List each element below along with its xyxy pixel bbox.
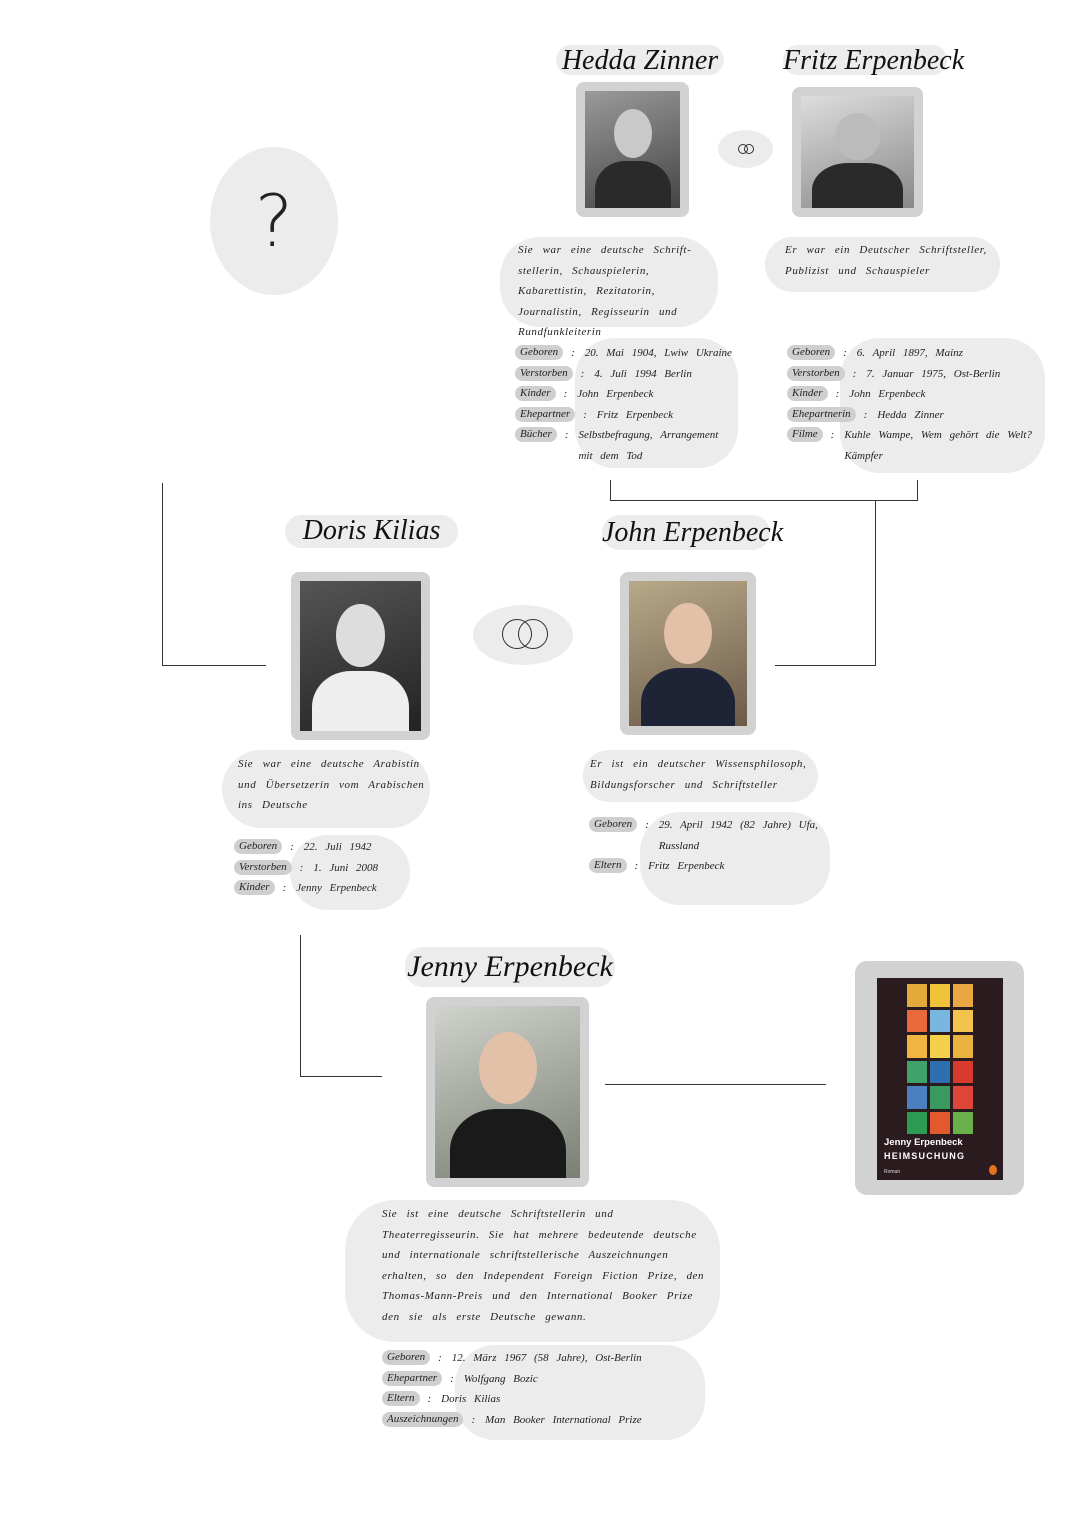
colon: : [843,347,847,359]
facts-doris [234,837,434,899]
facts-jenny [382,1348,712,1430]
colon: : [634,860,639,872]
fact-row [787,425,1045,466]
fact-label: Verstorben [234,860,292,875]
fact-value: Jenny Erpenbeck [296,882,377,894]
facts-john [589,815,824,877]
fact-row [589,815,824,856]
fact-row [382,1369,712,1390]
fact-value: 6. April 1897, Mainz [856,347,963,359]
name-jenny-erpenbeck: Jenny Erpenbeck [405,947,615,987]
fact-value: Doris Kilias [441,1393,501,1405]
fact-label: Eltern [589,858,627,873]
marriage-rings-icon [473,605,573,665]
fact-label: Auszeichnungen [382,1412,463,1427]
unknown-ancestor [210,147,338,295]
photo-fritz-erpenbeck [792,87,923,217]
photo-doris-kilias [291,572,430,740]
description-text: Sie war eine deutsche Arabistin und Übersetzerin vom Arabischen ins Deutsche [238,758,425,811]
fact-value: Fritz Erpenbeck [648,860,725,872]
fact-value: John Erpenbeck [849,388,926,400]
photo-jenny-erpenbeck [426,997,589,1187]
connector-line [610,480,611,500]
connector-line [605,1084,826,1085]
fact-label: Filme [787,427,823,442]
fact-value: Man Booker International Prize [485,1413,642,1426]
connector-line [300,1076,382,1077]
name-hedda-zinner: Hedda Zinner [556,45,724,75]
connector-line [775,665,875,666]
fact-row [787,405,1045,426]
fact-value: 1. Juni 2008 [313,861,379,874]
fact-label: Geboren [515,345,563,360]
book-cover-heimsuchung [855,961,1024,1195]
fact-row [515,364,740,385]
description-text: Sie ist eine deutsche Schriftstellerin und Theaterregisseurin. Sie hat mehrere bedeutende deutsche und internationale schriftstellerische Auszeichnungen erhalten, so den Independent Foreign Fiction Prize, den Thomas-Mann-Preis und den International Booker Prize den sie als erste Deutsche gewann. [382,1208,705,1323]
fact-row [234,878,434,899]
fact-label: Bücher [515,427,557,442]
colon: : [471,1413,476,1426]
fact-value: 12. März 1967 (58 Jahre), Ost-Berlin [451,1352,642,1364]
fact-value: Selbstbefragung, Arrangement mit dem Tod [578,429,719,462]
stained-glass-window [907,984,973,1134]
book-author: Jenny Erpenbeck [884,1137,963,1148]
colon: : [830,429,835,441]
connector-line [917,480,918,500]
fact-label: Geboren [589,817,637,832]
book-genre: Roman [884,1169,901,1175]
colon: : [835,388,840,400]
fact-row [234,858,434,879]
fact-row [515,405,740,426]
fact-row [234,837,434,858]
description-text: Er war ein Deutscher Schriftsteller, Publizist und Schauspieler [785,244,987,277]
colon: : [852,367,857,380]
fact-row [515,425,740,466]
photo-john-erpenbeck [620,572,756,735]
colon: : [564,429,569,441]
connector-line [162,483,163,665]
colon: : [438,1352,442,1364]
fact-value: Kuhle Wampe, Wem gehört die Welt? Kämpfer [844,429,1032,462]
fact-label: Kinder [515,386,556,401]
fact-label: Ehepartnerin [787,407,856,422]
colon: : [563,388,568,400]
fact-row [787,343,1045,364]
colon: : [450,1372,454,1385]
fact-value: 4. Juli 1994 Berlin [594,367,692,380]
connector-line [300,935,301,1076]
fact-row [382,1389,712,1410]
fact-label: Kinder [787,386,828,401]
fact-row [515,384,740,405]
fact-label: Ehepartner [515,407,575,422]
connector-line [875,500,876,666]
fact-row [382,1348,712,1369]
description-text: Er ist ein deutscher Wissensphilosoph, Bildungsforscher und Schriftsteller [590,758,807,791]
fact-label: Verstorben [787,366,845,381]
fact-row [515,343,740,364]
colon: : [290,841,294,853]
fact-value: 20. Mai 1904, Lwiw Ukraine [584,347,732,359]
fact-value: Wolfgang Bozic [463,1372,538,1385]
fact-row [787,384,1045,405]
colon: : [427,1393,432,1405]
fact-row [787,364,1045,385]
colon: : [571,347,575,359]
colon: : [645,819,649,831]
connector-line [610,500,918,501]
colon: : [863,408,868,421]
book-title: HEIMSUCHUNG [884,1151,966,1161]
publisher-logo-icon [989,1165,997,1175]
name-john-erpenbeck: John Erpenbeck [602,517,784,548]
fact-label: Verstorben [515,366,573,381]
name-fritz-erpenbeck: Fritz Erpenbeck [783,45,965,76]
fact-label: Geboren [234,839,282,854]
question-mark: ? [254,179,294,263]
fact-row [382,1410,712,1431]
colon: : [580,367,585,380]
colon: : [299,861,304,874]
name-doris-kilias: Doris Kilias [285,515,458,548]
fact-row [589,856,824,877]
fact-value: 22. Juli 1942 [303,841,372,853]
fact-label: Geboren [382,1350,430,1365]
description-text: Sie war eine deutsche Schrift-stellerin, Schauspielerin, Kabarettistin, Rezitatorin, Journalistin, Regisseurin und Rundfunkleiterin [518,244,692,338]
fact-label: Ehepartner [382,1371,442,1386]
connector-line [162,665,266,666]
marriage-rings-icon [718,130,773,168]
fact-value: John Erpenbeck [577,388,654,400]
fact-value: 29. April 1942 (82 Jahre) Ufa, Russland [658,819,818,852]
colon: : [583,408,587,421]
fact-value: 7. Januar 1975, Ost-Berlin [866,367,1001,380]
photo-hedda-zinner [576,82,689,217]
facts-fritz [787,343,1045,466]
facts-hedda [515,343,740,466]
fact-label: Kinder [234,880,275,895]
fact-value: Hedda Zinner [877,408,944,421]
fact-value: Fritz Erpenbeck [596,408,673,421]
fact-label: Eltern [382,1391,420,1406]
colon: : [282,882,287,894]
fact-label: Geboren [787,345,835,360]
